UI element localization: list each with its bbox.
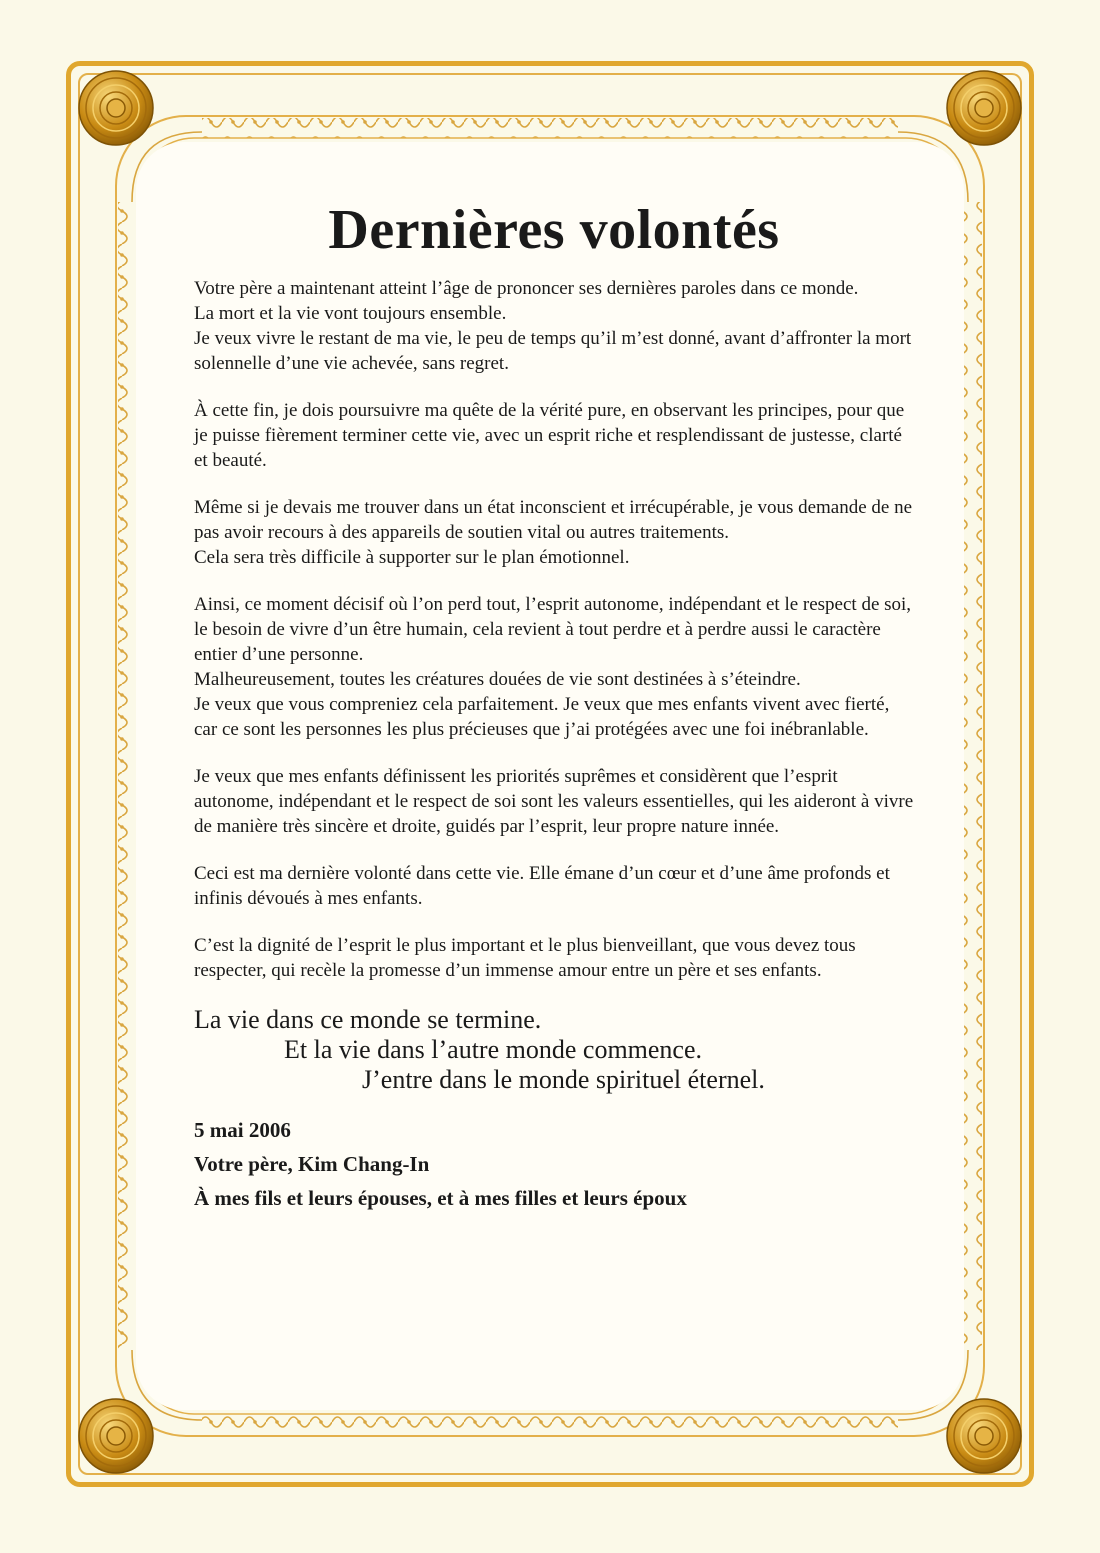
closing-line: La vie dans ce monde se termine. <box>194 1005 542 1034</box>
paragraph <box>194 592 914 742</box>
paragraph-line: À cette fin, je dois poursuivre ma quête de la vérité pure, en observant les principes, pour que je puisse fièrement terminer cette vie, avec un esprit riche et resplendissant de justesse, clarté et beauté. <box>194 400 905 471</box>
signature-recipients: À mes fils et leurs épouses, et à mes filles et leurs époux <box>194 1186 687 1210</box>
closing-verse <box>194 1005 914 1095</box>
paragraph <box>194 933 914 983</box>
paragraph-line: Je veux que vous compreniez cela parfaitement. Je veux que mes enfants vivent avec fierté, car ce sont les personnes les plus précieuses que j’ai protégées avec une foi inébranlable. <box>194 694 890 740</box>
paragraph-line: Je veux vivre le restant de ma vie, le peu de temps qu’il m’est donné, avant d’affronter la mort solennelle d’une vie achevée, sans regret. <box>194 328 912 374</box>
paragraph-line: Je veux que mes enfants définissent les priorités suprêmes et considèrent que l’esprit autonome, indépendant et le respect de soi sont les valeurs essentielles, qui les aideront à vivre de manière très sincère et droite, guidés par l’esprit, leur propre nature innée. <box>194 766 914 837</box>
paragraph-line: C’est la dignité de l’esprit le plus important et le plus bienveillant, que vous devez tous respecter, qui recèle la promesse d’un immense amour entre un père et ses enfants. <box>194 935 856 981</box>
paragraph-line: Ainsi, ce moment décisif où l’on perd tout, l’esprit autonome, indépendant et le respect de soi, le besoin de vivre d’un être humain, cela revient à tout perdre et à perdre aussi le caractère entier d’une personne. <box>194 594 912 665</box>
closing-line: J’entre dans le monde spirituel éternel. <box>362 1065 765 1094</box>
paragraph <box>194 861 914 911</box>
paragraph-line: Ceci est ma dernière volonté dans cette vie. Elle émane d’un cœur et d’une âme profonds et infinis dévoués à mes enfants. <box>194 863 890 909</box>
corner-medallion-icon <box>76 68 156 148</box>
paragraph-line: Votre père a maintenant atteint l’âge de prononcer ses dernières paroles dans ce monde. <box>194 278 859 299</box>
paragraph <box>194 276 914 376</box>
corner-medallion-icon <box>76 1396 156 1476</box>
document-title: Dernières volontés <box>328 199 780 261</box>
paragraph-line: Cela sera très difficile à supporter sur le plan émotionnel. <box>194 547 630 568</box>
paragraph-line: La mort et la vie vont toujours ensemble. <box>194 303 507 324</box>
corner-medallion-icon <box>944 68 1024 148</box>
paragraph <box>194 495 914 570</box>
paragraph <box>194 764 914 839</box>
corner-medallion-icon <box>944 1396 1024 1476</box>
closing-line: Et la vie dans l’autre monde commence. <box>284 1035 703 1064</box>
document-body <box>194 198 914 1215</box>
signature-block <box>194 1113 914 1215</box>
signature-author: Votre père, Kim Chang-In <box>194 1152 430 1176</box>
paragraph <box>194 398 914 473</box>
paragraph-line: Même si je devais me trouver dans un état inconscient et irrécupérable, je vous demande de ne pas avoir recours à des appareils de soutien vital ou autres traitements. <box>194 497 913 543</box>
signature-date: 5 mai 2006 <box>194 1118 291 1142</box>
paragraph-line: Malheureusement, toutes les créatures douées de vie sont destinées à s’éteindre. <box>194 669 801 690</box>
